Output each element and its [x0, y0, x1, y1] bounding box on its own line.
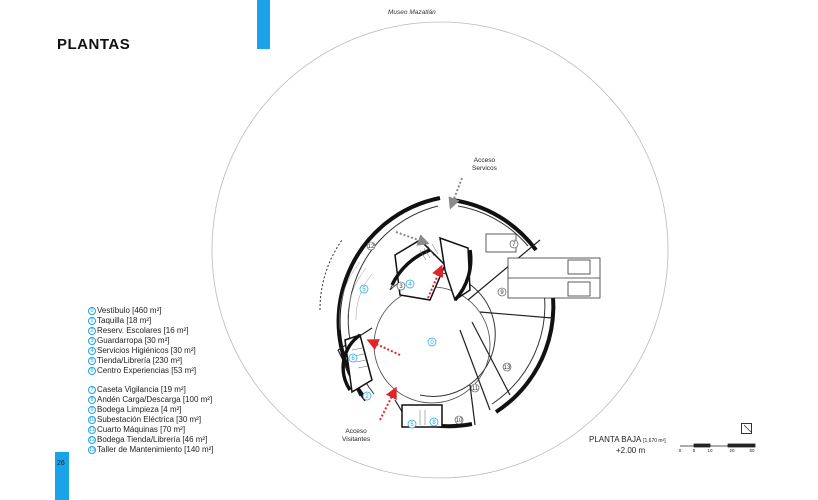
legend-item: 0 Vestíbulo [460 m²]	[88, 306, 196, 316]
legend-item: 8 Andén Carga/Descarga [100 m²]	[88, 395, 214, 405]
svg-text:3: 3	[399, 284, 403, 290]
svg-text:11: 11	[471, 386, 479, 392]
room-tag-10	[455, 416, 463, 424]
floor-level-title: PLANTA BAJA [1,670 m²]	[589, 435, 666, 444]
room-tag-9	[498, 288, 506, 296]
svg-text:9: 9	[500, 290, 504, 296]
north-arrow-box	[741, 423, 752, 434]
scale-bar-labels	[679, 448, 755, 453]
room-tag-0	[428, 338, 436, 346]
access-services-label: Acceso Servicos	[472, 157, 497, 172]
svg-text:12: 12	[367, 244, 375, 250]
svg-text:50: 50	[749, 448, 755, 453]
legend-item: 10 Subestación Eléctrica [30 m²]	[88, 415, 202, 424]
svg-text:4: 4	[408, 282, 412, 288]
svg-text:20: 20	[729, 448, 735, 453]
room-tag-6	[349, 354, 357, 362]
svg-text:0: 0	[430, 340, 434, 346]
room-tag-3	[397, 282, 405, 290]
room-tag-2	[363, 392, 371, 400]
page-title: PLANTAS	[57, 36, 131, 53]
svg-text:10: 10	[455, 418, 463, 424]
room-tag-5a	[360, 285, 368, 293]
svg-text:13: 13	[503, 365, 511, 371]
room-tag-11	[471, 384, 479, 392]
legend-item: 6 Centro Experiencias [53 m²]	[88, 366, 196, 376]
legend-item: 9 Bodega Limpieza [4 m²]	[88, 405, 214, 415]
room-tag-13	[503, 363, 511, 371]
legend-item: 13 Taller de Mantenimiento [140 m²]	[88, 445, 214, 454]
page-number: 26	[57, 460, 65, 467]
display-shelves	[339, 262, 372, 330]
scale-bar	[680, 444, 755, 447]
room-tag-7	[510, 240, 518, 248]
svg-text:2: 2	[365, 394, 369, 400]
legend-item: 4 Servicios Higiénicos [30 m²]	[88, 346, 196, 356]
plan-caption: Museo Mazatlán	[388, 9, 436, 16]
svg-text:8: 8	[432, 420, 436, 426]
legend-item: 1 Taquilla [18 m²]	[88, 316, 196, 326]
legend-item: 7 Caseta Vigilancia [19 m²]	[88, 385, 214, 395]
legend-item: 11 Cuarto Máquinas [70 m²]	[89, 425, 186, 434]
room-tag-4	[406, 280, 414, 288]
room-tag-5b	[408, 420, 416, 428]
building-outer-wall	[339, 198, 554, 426]
svg-text:5: 5	[692, 448, 696, 453]
floor-elevation: +2.00 m	[616, 446, 646, 455]
svg-text:7: 7	[512, 242, 516, 248]
svg-text:10: 10	[707, 448, 713, 453]
room-tag-8	[430, 418, 438, 426]
legend-item: 2 Reserv. Escolares [16 m²]	[88, 326, 196, 336]
room-tag-12	[367, 242, 375, 250]
access-visitors-label: Acceso Visitantes	[342, 428, 371, 443]
legend-item: 3 Guardarropa [30 m²]	[88, 336, 196, 346]
svg-text:0: 0	[678, 448, 682, 453]
legend-item: 12 Bodega Tienda/Librería [46 m²]	[88, 435, 208, 444]
svg-text:5: 5	[362, 287, 366, 293]
legend-item: 5 Tienda/Librería [230 m²]	[88, 356, 196, 366]
svg-text:5: 5	[410, 422, 414, 428]
svg-text:6: 6	[351, 356, 355, 362]
